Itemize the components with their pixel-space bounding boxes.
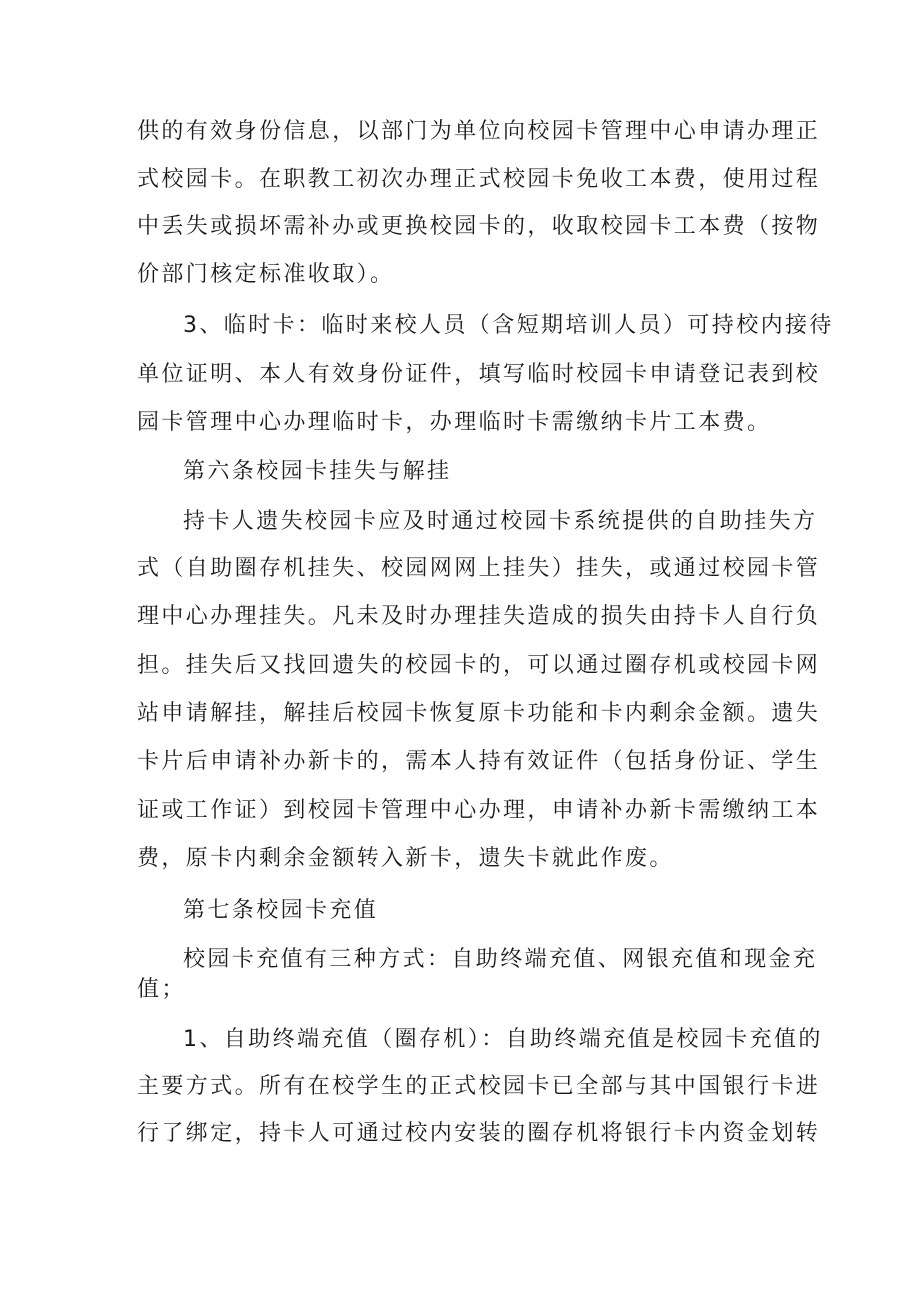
text-line: 价部门核定标准收取）。 (137, 262, 395, 287)
text-line: 1、自助终端充值（圈存机）：自助终端充值是校园卡充值的 (183, 1027, 823, 1052)
section-heading: 第六条校园卡挂失与解挂 (183, 459, 452, 484)
text-line: 站申请解挂，解挂后校园卡恢复原卡功能和卡内剩余金额。遗失 (137, 701, 821, 726)
text-line: 式（自助圈存机挂失、校园网网上挂失）挂失，或通过校园卡管 (137, 556, 821, 581)
text-line: 值； (137, 977, 186, 1002)
text-line: 证或工作证）到校园卡管理中心办理，申请补办新卡需缴纳工本 (137, 798, 821, 823)
text-line: 供的有效身份信息，以部门为单位向校园卡管理中心申请办理正 (137, 119, 821, 144)
text-line: 卡片后申请补办新卡的，需本人持有效证件（包括身份证、学生 (137, 749, 821, 774)
text-line: 费，原卡内剩余金额转入新卡，遗失卡就此作废。 (137, 846, 674, 871)
section-heading: 第七条校园卡充值 (183, 898, 379, 923)
text-line: 园卡管理中心办理临时卡，办理临时卡需缴纳卡片工本费。 (137, 410, 772, 435)
text-line: 主要方式。所有在校学生的正式校园卡已全部与其中国银行卡进 (137, 1074, 821, 1099)
text-line: 单位证明、本人有效身份证件，填写临时校园卡申请登记表到校 (137, 362, 821, 387)
text-line: 中丢失或损坏需补办或更换校园卡的，收取校园卡工本费（按物 (137, 214, 821, 239)
text-line: 校园卡充值有三种方式：自助终端充值、网银充值和现金充 (183, 947, 818, 972)
text-line: 行了绑定，持卡人可通过校内安装的圈存机将银行卡内资金划转 (137, 1121, 821, 1146)
text-line: 式校园卡。在职教工初次办理正式校园卡免收工本费，使用过程 (137, 167, 821, 192)
text-line: 持卡人遗失校园卡应及时通过校园卡系统提供的自助挂失方 (183, 509, 818, 534)
text-line: 3、临时卡：临时来校人员（含短期培训人员）可持校内接待 (183, 313, 834, 338)
text-line: 理中心办理挂失。凡未及时办理挂失造成的损失由持卡人自行负 (137, 604, 821, 629)
text-line: 担。挂失后又找回遗失的校园卡的，可以通过圈存机或校园卡网 (137, 653, 821, 678)
